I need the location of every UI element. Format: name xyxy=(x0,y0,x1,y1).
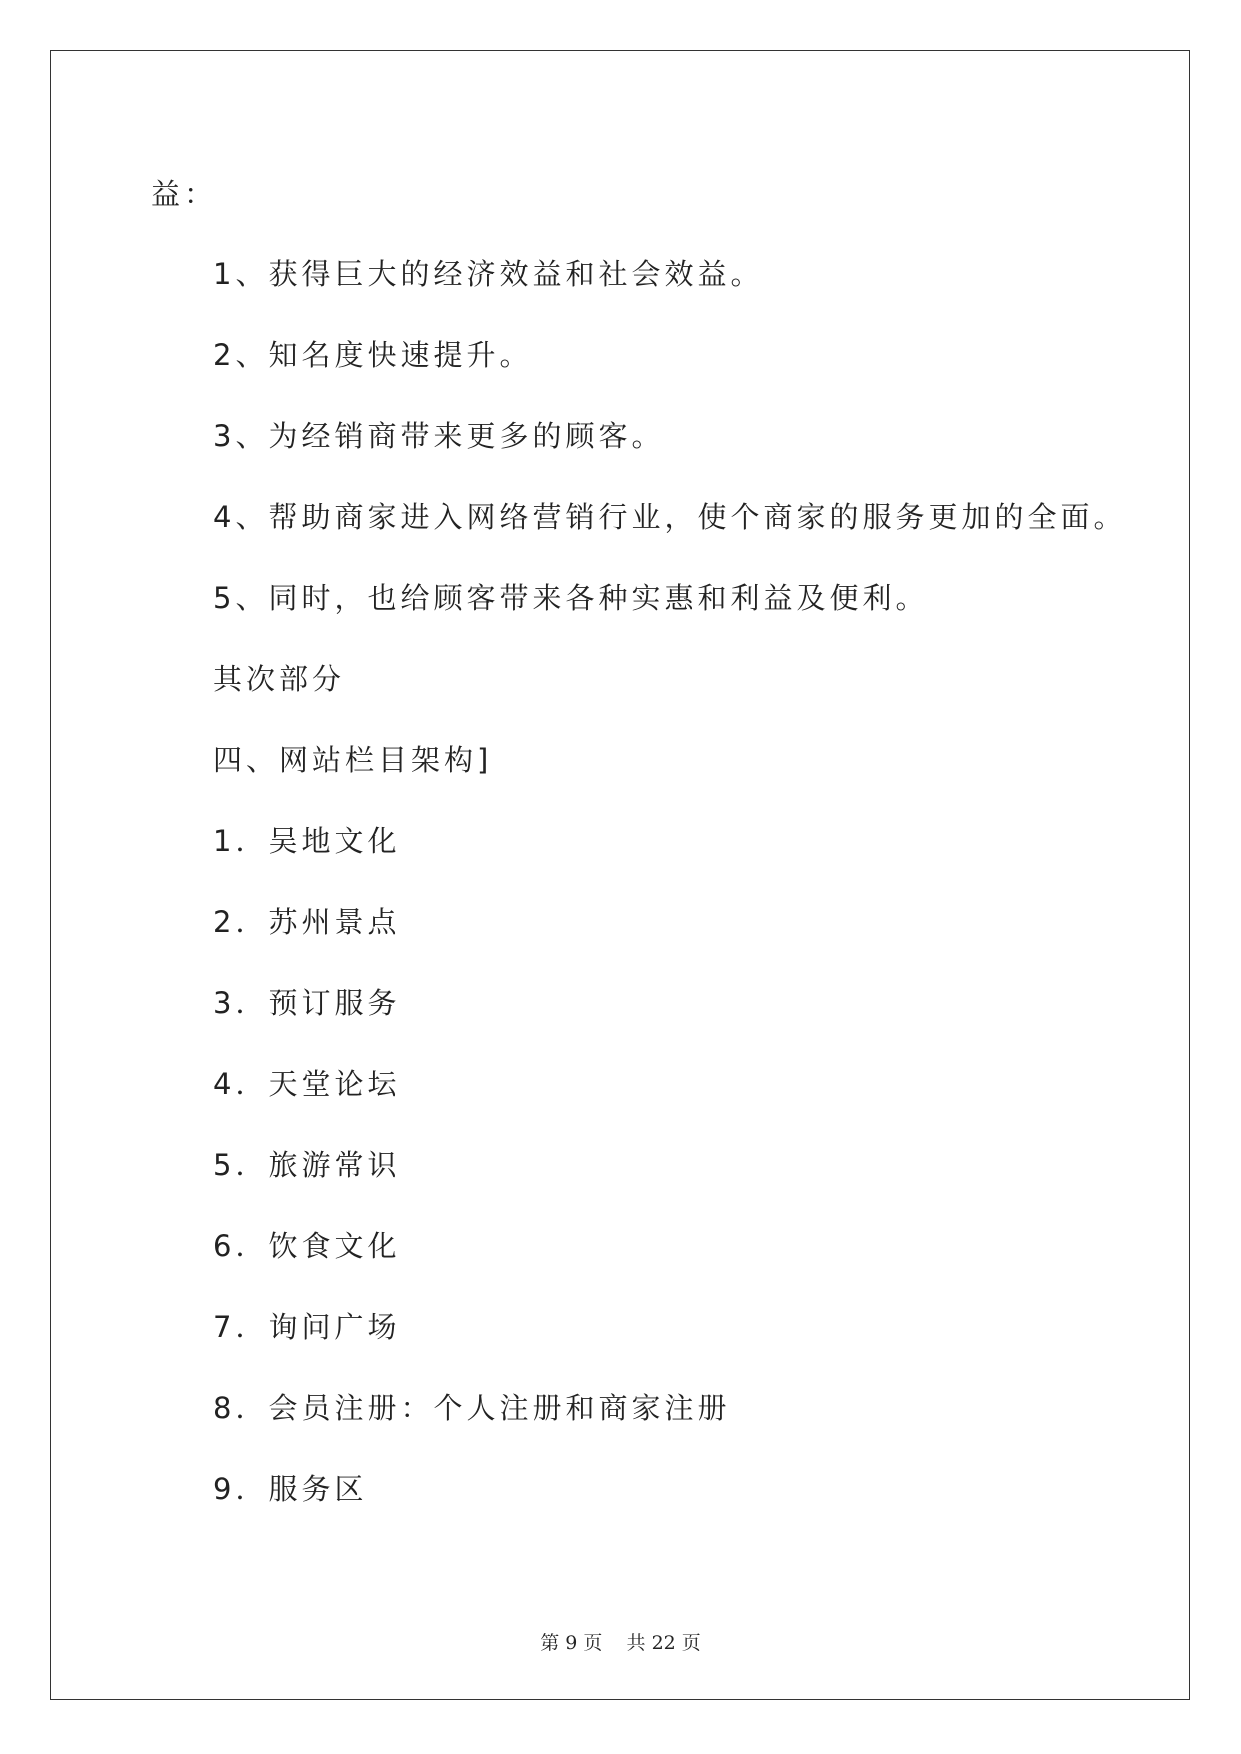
text-line: 1、获得巨大的经济效益和社会效益。 xyxy=(213,257,764,291)
text-line: 2、知名度快速提升。 xyxy=(213,338,533,372)
list-item: 7．询问广场 xyxy=(213,1310,401,1344)
page-border xyxy=(50,50,1190,1700)
text-line: 5、同时，也给顾客带来各种实惠和利益及便利。 xyxy=(213,581,929,615)
section-heading: 四、网站栏目架构] xyxy=(213,743,493,777)
text-line: 4、帮助商家进入网络营销行业，使个商家的服务更加的全面。 xyxy=(213,500,1127,534)
list-item: 2．苏州景点 xyxy=(213,905,401,939)
list-item: 4．天堂论坛 xyxy=(213,1067,401,1101)
list-item: 9．服务区 xyxy=(213,1472,368,1506)
list-item: 6．饮食文化 xyxy=(213,1229,401,1263)
list-item: 1．吴地文化 xyxy=(213,824,401,858)
list-item: 8．会员注册：个人注册和商家注册 xyxy=(213,1391,731,1425)
list-item: 5．旅游常识 xyxy=(213,1148,401,1182)
list-item: 3．预订服务 xyxy=(213,986,401,1020)
page-number-footer: 第 9 页 共 22 页 xyxy=(540,1632,701,1654)
text-line: 益： xyxy=(151,177,218,211)
section-heading: 其次部分 xyxy=(213,662,346,696)
text-line: 3、为经销商带来更多的顾客。 xyxy=(213,419,665,453)
